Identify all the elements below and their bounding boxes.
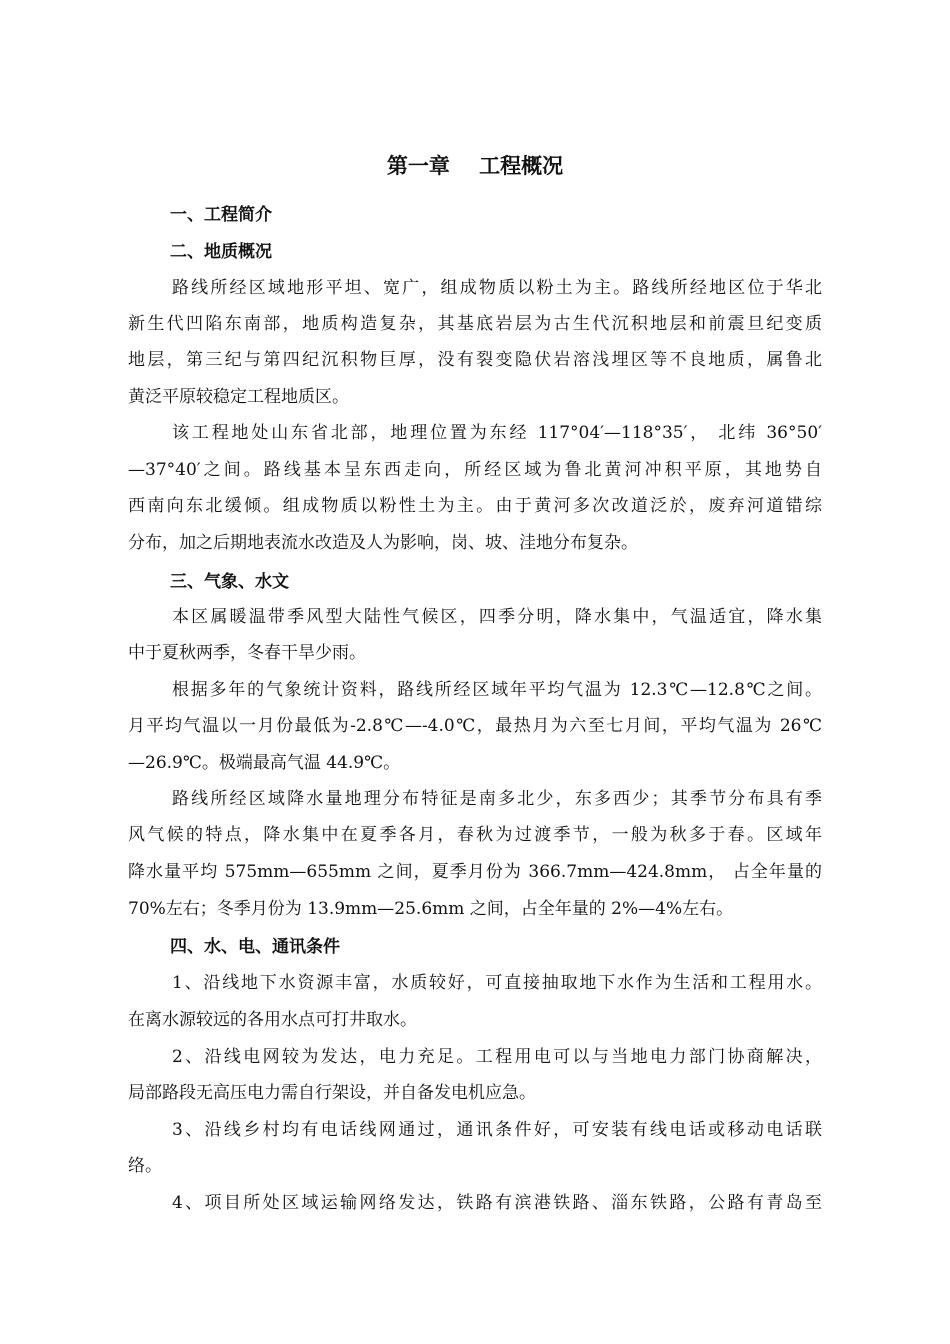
paragraph-line: 风气候的特点，降水集中在夏季各月，春秋为过渡季节，一般为秋多于春。区域年: [128, 825, 822, 845]
paragraph-line: 本区属暖温带季风型大陆性气候区，四季分明，降水集中，气温适宜，降水集: [172, 607, 822, 627]
paragraph-line: 地层，第三纪与第四纪沉积物巨厚，没有裂变隐伏岩溶浅埋区等不良地质，属鲁北: [128, 350, 822, 370]
paragraph-line: —37°40′之间。路线基本呈东西走向，所经区域为鲁北黄河冲积平原，其地势自: [128, 460, 822, 480]
paragraph-line: 黄泛平原较稳定工程地质区。: [128, 387, 349, 407]
paragraph-line: 70%左右；冬季月份为 13.9mm—25.6mm 之间，占全年量的 2%—4%左右。: [128, 899, 734, 919]
paragraph-line: 月平均气温以一月份最低为-2.8℃—-4.0℃，最热月为六至七月间，平均气温为 26℃: [128, 716, 822, 736]
paragraph-line: 在离水源较远的各用水点可打井取水。: [128, 1010, 417, 1030]
paragraph-line: 2、沿线电网较为发达，电力充足。工程用电可以与当地电力部门协商解决，: [172, 1047, 822, 1067]
paragraph-line: 路线所经区域地形平坦、宽广，组成物质以粉土为主。路线所经地区位于华北: [172, 278, 822, 298]
paragraph-line: 新生代凹陷东南部，地质构造复杂，其基底岩层为古生代沉积地层和前震旦纪变质: [128, 314, 822, 334]
paragraph-line: 分布，加之后期地表流水改造及人为影响，岗、坡、洼地分布复杂。: [128, 533, 638, 553]
paragraph-line: 1、沿线地下水资源丰富，水质较好，可直接抽取地下水作为生活和工程用水。: [172, 973, 822, 993]
paragraph-line: 根据多年的气象统计资料，路线所经区域年平均气温为 12.3℃—12.8℃之间。: [172, 680, 822, 700]
paragraph-line: 4、项目所处区域运输网络发达，铁路有滨港铁路、淄东铁路，公路有青岛至: [172, 1193, 822, 1213]
paragraph-line: —26.9℃。极端最高气温 44.9℃。: [128, 753, 401, 773]
section-heading-project-intro: 一、工程简介: [170, 205, 272, 225]
paragraph-line: 络。: [128, 1156, 162, 1176]
paragraph-line: 路线所经区域降水量地理分布特征是南多北少，东多西少；其季节分布具有季: [172, 789, 822, 809]
paragraph-line: 降水量平均 575mm—655mm 之间，夏季月份为 366.7mm—424.8mm， 占全年量的: [128, 862, 822, 882]
section-heading-climate-hydrology: 三、气象、水文: [170, 572, 289, 592]
chapter-title: 第一章 工程概况: [386, 154, 564, 178]
paragraph-line: 西南向东北缓倾。组成物质以粉性土为主。由于黄河多次改道泛於，废弃河道错综: [128, 496, 822, 516]
paragraph-line: 局部路段无高压电力需自行架设，并自备发电机应急。: [128, 1083, 536, 1103]
section-heading-utilities: 四、水、电、通讯条件: [170, 937, 340, 957]
paragraph-line: 中于夏秋两季，冬春干旱少雨。: [128, 643, 366, 663]
paragraph-line: 3、沿线乡村均有电话线网通过，通讯条件好，可安装有线电话或移动电话联: [172, 1120, 822, 1140]
paragraph-line: 该工程地处山东省北部，地理位置为东经 117°04′—118°35′， 北纬 36°50′: [172, 423, 822, 443]
section-heading-geology: 二、地质概况: [170, 242, 272, 262]
